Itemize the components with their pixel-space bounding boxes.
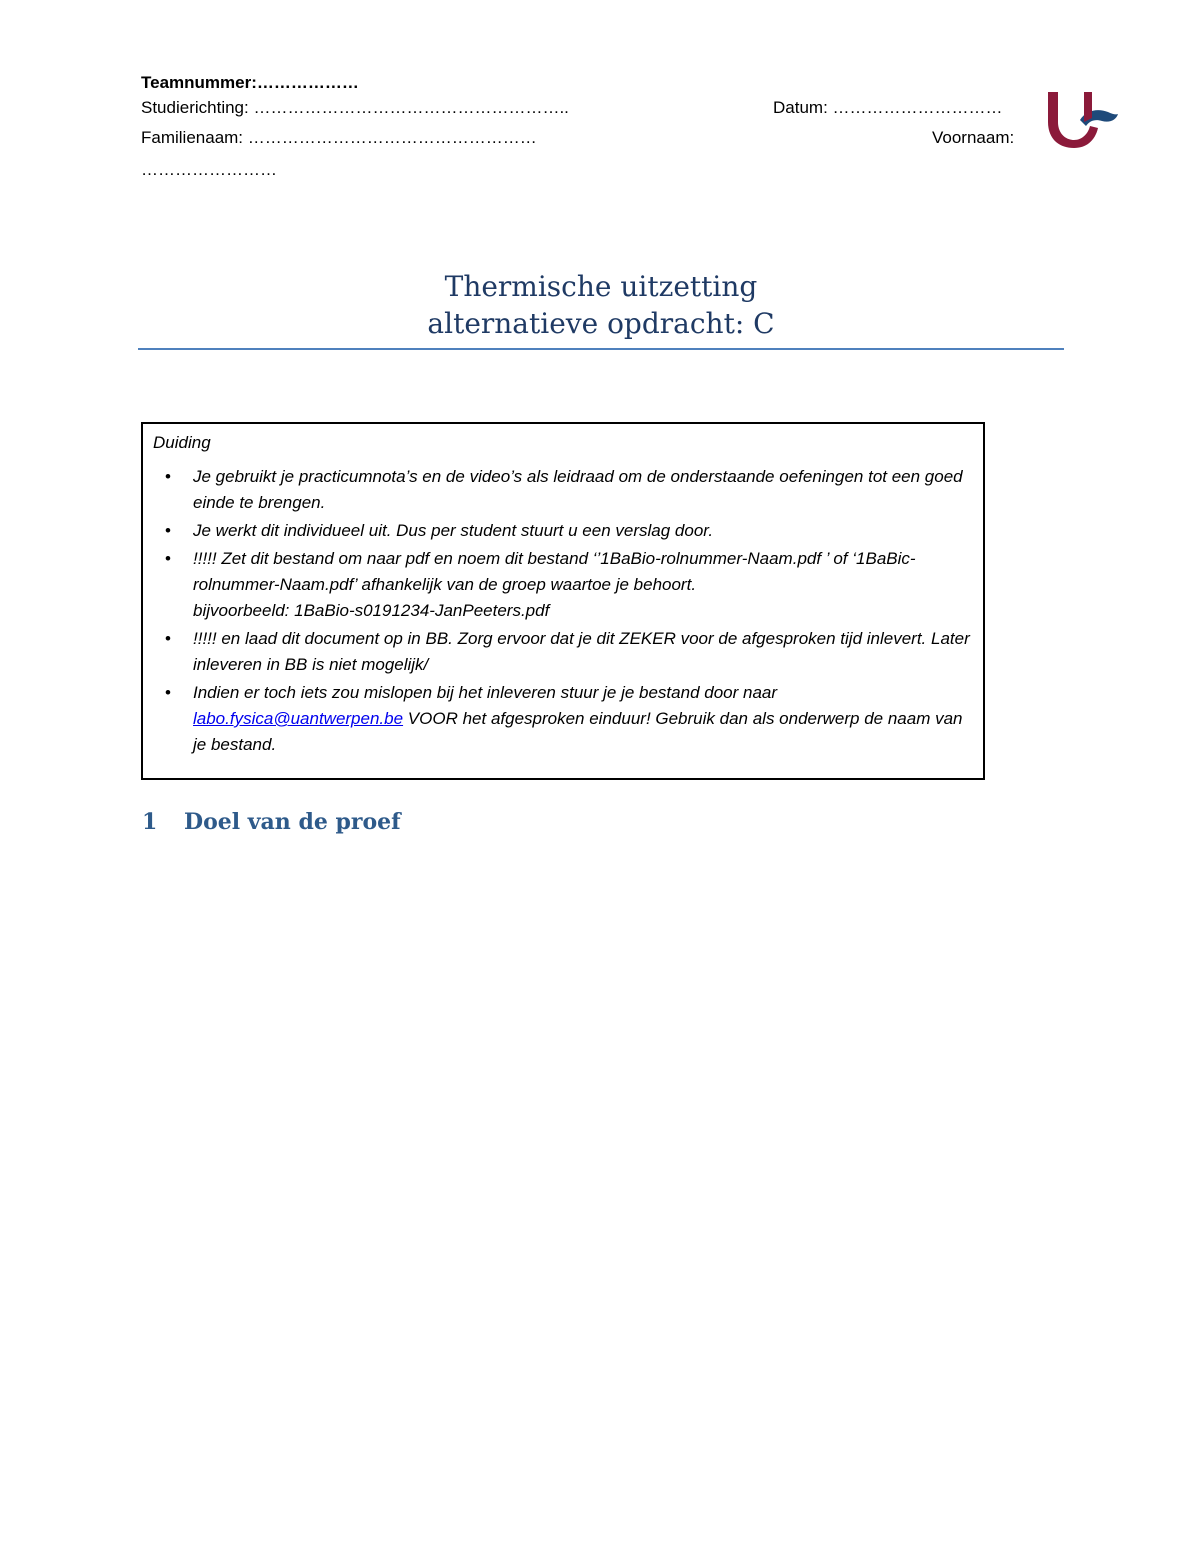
title-underline — [138, 348, 1064, 350]
header-familienaam: Familienaam: …………………………………………… — [141, 128, 537, 147]
title-line-1: Thermische uitzetting — [444, 270, 758, 303]
section-number: 1 — [142, 809, 158, 835]
list-item: • !!!!! en laad dit document op in BB. Zorg ervoor dat je dit ZEKER voor de afgesproken tijd inlevert. Later inleveren in BB is niet mogelijk/ — [193, 626, 971, 678]
email-link[interactable]: labo.fysica@uantwerpen.be — [193, 709, 404, 728]
list-item: • Je werkt dit individueel uit. Dus per student stuurt u een verslag door. — [193, 518, 971, 544]
duiding-heading: Duiding — [153, 433, 211, 452]
header-team: Teamnummer:……………… — [141, 73, 359, 92]
header-studierichting: Studierichting: ……………………………………………….. — [141, 98, 569, 117]
duiding-list — [153, 464, 971, 758]
list-item: • Indien er toch iets zou mislopen bij het inleveren stuur je je bestand door naar labo.fysica@uantwerpen.be VOOR het afgesproken einduur! Gebruik dan als onderwerp de naam van je bestand. — [193, 680, 971, 758]
header-voornaam-dots: …………………… — [141, 160, 277, 179]
header-voornaam: Voornaam: — [932, 128, 1015, 147]
university-logo — [1040, 88, 1120, 152]
section-heading — [142, 808, 401, 836]
section-title: Doel van de proef — [184, 809, 401, 835]
bullet-icon: • — [165, 549, 171, 568]
bullet-icon: • — [165, 683, 171, 702]
bullet-icon: • — [165, 521, 171, 540]
title-line-2: alternatieve opdracht: C — [427, 307, 775, 340]
duiding-box — [141, 422, 985, 780]
bullet-icon: • — [165, 467, 171, 486]
document-title — [138, 268, 1064, 342]
list-item: • !!!!! Zet dit bestand om naar pdf en noem dit bestand ‘’1BaBio-rolnummer-Naam.pdf ’ of ‘1BaBic-rolnummer-Naam.pdf’ afhankelijk van de groep waartoe je behoort. bijvoorbeeld: 1BaBio-s0191234-JanPeeters.pdf — [193, 546, 971, 624]
logo-stem — [1084, 92, 1092, 122]
filename-example: bijvoorbeeld: 1BaBio-s0191234-JanPeeters.pdf — [193, 601, 550, 620]
header-datum: Datum: ………………………… — [773, 98, 1003, 117]
bullet-icon: • — [165, 629, 171, 648]
list-item: • Je gebruikt je practicumnota’s en de video’s als leidraad om de onderstaande oefeningen tot een goed einde te brengen. — [193, 464, 971, 516]
